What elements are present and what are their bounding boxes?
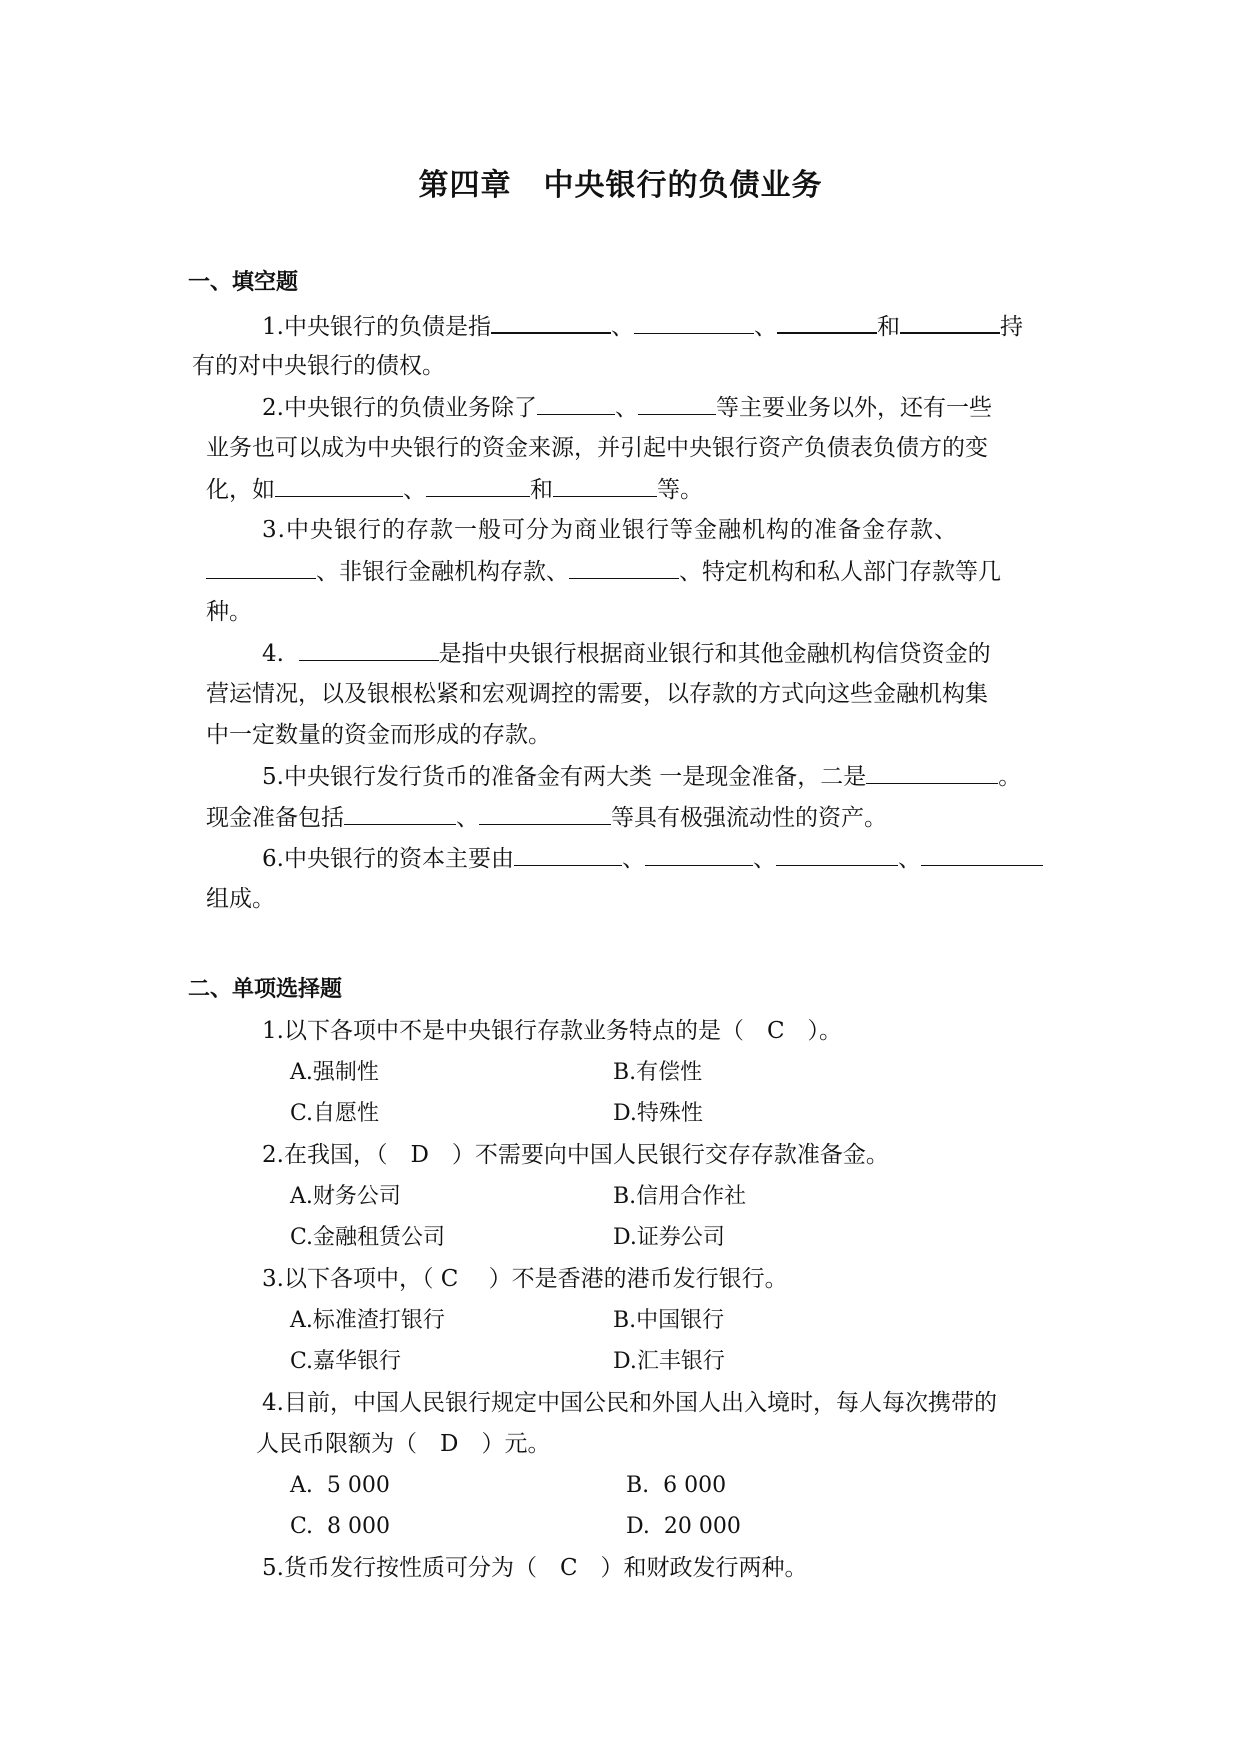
mc-q2-option-a[interactable]: A.财务公司: [290, 1184, 401, 1209]
mc-q2-stem: 2.在我国，（ D ）不需要向中国人民银行交存存款准备金。: [262, 1142, 889, 1168]
mc-q1-option-d[interactable]: D.特殊性: [613, 1101, 703, 1126]
q5-line2: 现金准备包括 、 等具有极强流动性的资产。: [206, 802, 887, 833]
mc-q1-stem: 1.以下各项中不是中央银行存款业务特点的是（ C ）。: [262, 1018, 843, 1044]
mc-q3-option-c[interactable]: C.嘉华银行: [290, 1349, 402, 1374]
blank[interactable]: [426, 474, 530, 497]
mc-q1-option-b[interactable]: B.有偿性: [613, 1060, 703, 1085]
section-heading-fill-in: 一、填空题: [188, 269, 299, 295]
mc-q2-option-b[interactable]: B.信用合作社: [613, 1184, 747, 1209]
blank[interactable]: [638, 392, 716, 415]
q6-line1: 6.中央银行的资本主要由 、 、 、: [262, 843, 1043, 874]
blank[interactable]: [344, 802, 456, 825]
blank[interactable]: [569, 556, 679, 579]
mc-q4-stem: 4.目前，中国人民银行规定中国公民和外国人出入境时，每人每次携带的: [262, 1390, 997, 1416]
blank[interactable]: [645, 843, 753, 866]
mc-q3-option-d[interactable]: D.汇丰银行: [613, 1349, 725, 1374]
blank[interactable]: [777, 310, 877, 334]
q2-line3: 化，如 、 和 等。: [206, 474, 703, 505]
mc-q3-option-a[interactable]: A.标准渣打银行: [290, 1308, 445, 1333]
q4-line3: 中一定数量的资金而形成的存款。: [206, 722, 551, 748]
mc-q4-option-c[interactable]: C. 8 000: [290, 1514, 391, 1539]
mc-q4-option-a[interactable]: A. 5 000: [290, 1473, 390, 1498]
mc-q2-option-d[interactable]: D.证券公司: [613, 1225, 725, 1250]
blank[interactable]: [491, 310, 611, 334]
mc-q1-option-a[interactable]: A.强制性: [290, 1060, 379, 1085]
mc-q3-stem: 3.以下各项中，（ C ）不是香港的港币发行银行。: [262, 1266, 788, 1292]
q2-line2: 业务也可以成为中央银行的资金来源，并引起中央银行资产负债表负债方的变: [206, 435, 988, 461]
blank[interactable]: [479, 802, 611, 825]
blank[interactable]: [900, 310, 1000, 334]
q5-line1: 5.中央银行发行货币的准备金有两大类 一是现金准备，二是 。: [262, 761, 1021, 792]
blank[interactable]: [537, 392, 615, 415]
mc-q3-option-b[interactable]: B.中国银行: [613, 1308, 725, 1333]
q1-line1: 1.中央银行的负债是指 、 、 和 持: [262, 310, 1023, 342]
mc-q4-option-b[interactable]: B. 6 000: [626, 1473, 727, 1498]
blank[interactable]: [921, 843, 1043, 866]
blank[interactable]: [206, 556, 316, 579]
blank[interactable]: [514, 843, 622, 866]
q3-line3: 种。: [206, 599, 252, 625]
mc-q5-stem: 5.货币发行按性质可分为（ C ）和财政发行两种。: [262, 1555, 808, 1581]
blank[interactable]: [866, 761, 998, 784]
mc-q4-stem-line2: 人民币限额为（ D ）元。: [256, 1431, 551, 1457]
chapter-name: 中央银行的负债业务: [543, 168, 823, 203]
chapter-number: 第四章: [418, 168, 512, 203]
chapter-title: [0, 160, 1241, 204]
mc-q2-option-c[interactable]: C.金融租赁公司: [290, 1225, 446, 1250]
q1-line2: 有的对中央银行的债权。: [192, 353, 445, 379]
q4-line2: 营运情况，以及银根松紧和宏观调控的需要，以存款的方式向这些金融机构集: [206, 681, 988, 707]
section-heading-single-choice: 二、单项选择题: [188, 976, 343, 1002]
blank[interactable]: [776, 843, 898, 866]
q6-line2: 组成。: [206, 886, 275, 912]
blank[interactable]: [634, 311, 754, 334]
q3-line2: 、非银行金融机构存款、 、特定机构和私人部门存款等几: [206, 556, 1001, 587]
blank[interactable]: [275, 474, 403, 497]
q3-line1: 3.中央银行的存款一般可分为商业银行等金融机构的准备金存款、: [262, 517, 958, 543]
q2-line1: 2.中央银行的负债业务除了 、 等主要业务以外，还有一些: [262, 392, 992, 423]
q4-line1: 4. 是指中央银行根据商业银行和其他金融机构信贷资金的: [262, 638, 991, 669]
mc-q1-option-c[interactable]: C.自愿性: [290, 1101, 380, 1126]
blank[interactable]: [553, 474, 657, 497]
mc-q4-option-d[interactable]: D. 20 000: [626, 1514, 741, 1539]
blank[interactable]: [299, 638, 439, 661]
